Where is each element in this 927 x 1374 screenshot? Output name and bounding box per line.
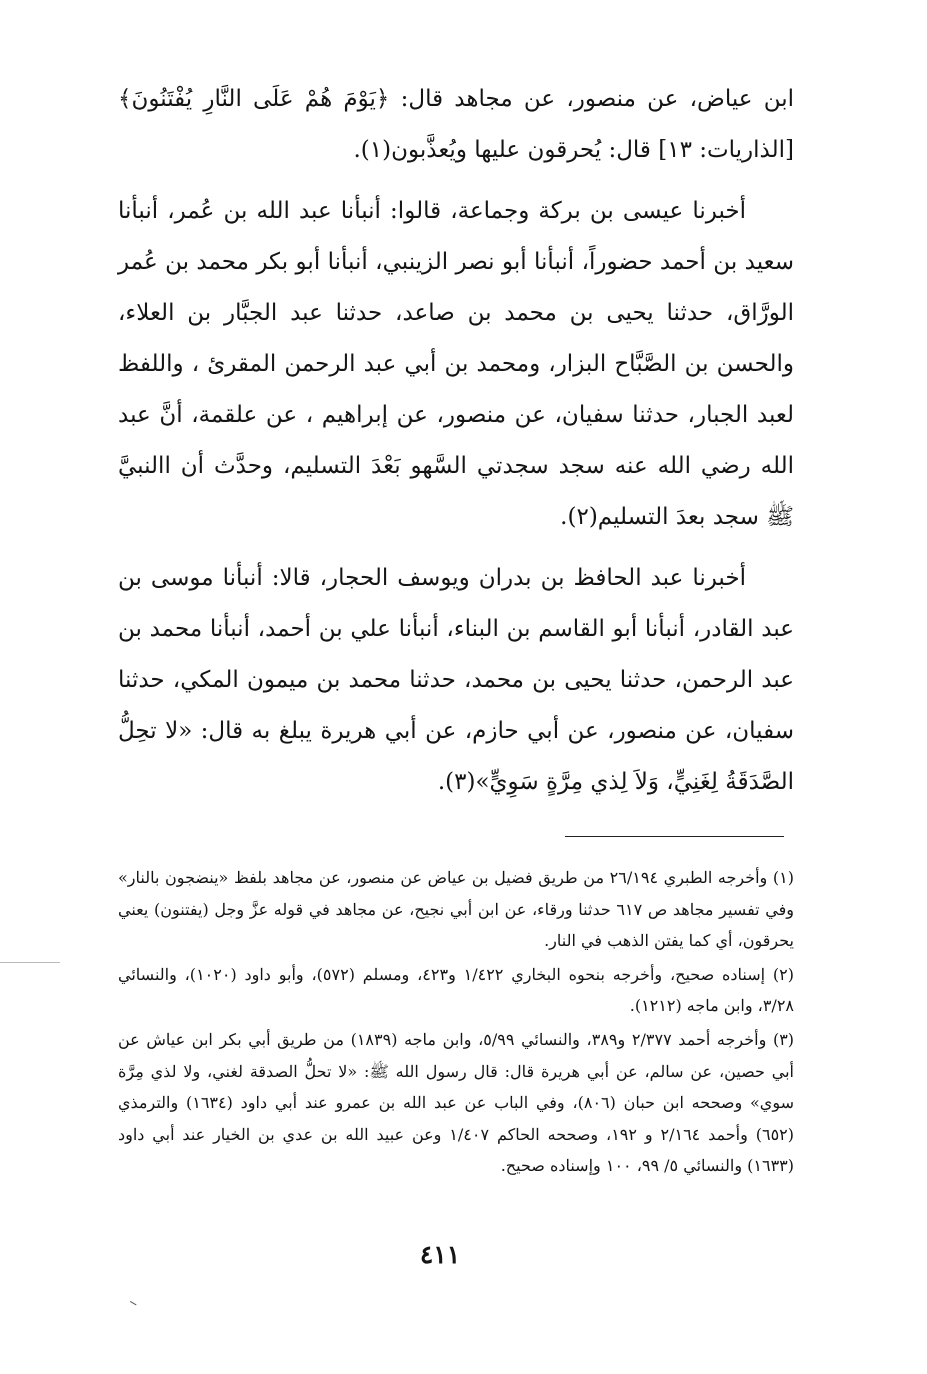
scan-speck [130, 1297, 139, 1306]
footnotes-block [118, 862, 794, 1182]
footnote-1: (١) وأخرجه الطبري ٢٦/١٩٤ من طريق فضيل بن عياض عن منصور، عن مجاهد بلفظ «ينضجون بالنار» وفي تفسير مجاهد ص ٦١٧ حدثنا ورقاء، عن ابن أبي نجيح، عن مجاهد في قوله عزَّ وجل (يفتنون) يعني يحرقون، أي كما يفتن الذهب في النار. [118, 868, 795, 951]
footnote-separator [565, 836, 784, 837]
paragraph-2: أخبرنا عيسى بن بركة وجماعة، قالوا: أنبأنا عبد الله بن عُمر، أنبأنا سعيد بن أحمد حضوراً، أنبأنا أبو نصر الزينبي، أنبأنا أبو بكر محمد بن عُمر الورَّاق، حدثنا يحيى بن محمد بن صاعد، حدثنا عبد الجبَّار بن العلاء، والحسن بن الصَّبَّاح البزار، ومحمد بن أبي عبد الرحمن المقرئ ، واللفظ لعبد الجبار، حدثنا سفيان، عن منصور، عن إبراهيم ، عن علقمة، أنَّ عبد الله رضي الله عنه سجد سجدتي السَّهو بَعْدَ التسليم، وحدَّث أن االنبيَّ ﷺ سجد بعدَ التسليم(٢). [118, 198, 794, 530]
margin-scan-line [0, 962, 60, 963]
footnote-3: (٣) وأخرجه أحمد ٢/٣٧٧ و٣٨٩، والنسائي ٥/٩٩، وابن ماجه (١٨٣٩) من طريق أبي بكر ابن عياش عن أبي حصين، عن سالم، عن أبي هريرة قال: قال رسول الله ﷺ: «لا تحلُّ الصدقة لغني، ولا لذي مِرَّة سوي» وصححه ابن حبان (٨٠٦)، وفي الباب عن عبد الله بن عمرو عند أبي داود (١٦٣٤) والترمذي (٦٥٢) وأحمد ٢/١٦٤ و ١٩٢، وصححه الحاكم ١/٤٠٧ وعن عبيد الله بن عدي بن الخيار عند أبي داود (١٦٣٣) والنسائي ٥/ ٩٩، ١٠٠ وإسناده صحيح. [118, 1029, 795, 1176]
paragraph-3: أخبرنا عبد الحافظ بن بدران ويوسف الحجار، قالا: أنبأنا موسى بن عبد القادر، أنبأنا أبو القاسم بن البناء، أنبأنا علي بن أحمد، أنبأنا محمد بن عبد الرحمن، حدثنا يحيى بن محمد، حدثنا محمد بن ميمون المكي، حدثنا سفيان، عن منصور، عن أبي حازم، عن أبي هريرة يبلغ به قال: «لا تحِلُّ الصَّدَقَةُ لِغَنِيٍّ، وَلاَ لِذي مِرَّةٍ سَوِيٍّ»(٣). [118, 565, 794, 795]
main-text-block [118, 74, 794, 808]
paragraph-1: ابن عياض، عن منصور، عن مجاهد قال: ﴿يَوْمَ هُمْ عَلَى النَّارِ يُفْتَنُونَ﴾ [الذاريات: ١٣] قال: يُحرقون عليها ويُعذَّبون(١). [118, 86, 794, 163]
page-number: ٤١١ [419, 1240, 461, 1269]
footnote-2: (٢) إسناده صحيح، وأخرجه بنحوه البخاري ١/٤٢٢ و٤٢٣، ومسلم (٥٧٢)، وأبو داود (١٠٢٠)، والنسائي ٣/٢٨، وابن ماجه (١٢١٢). [118, 964, 795, 1016]
